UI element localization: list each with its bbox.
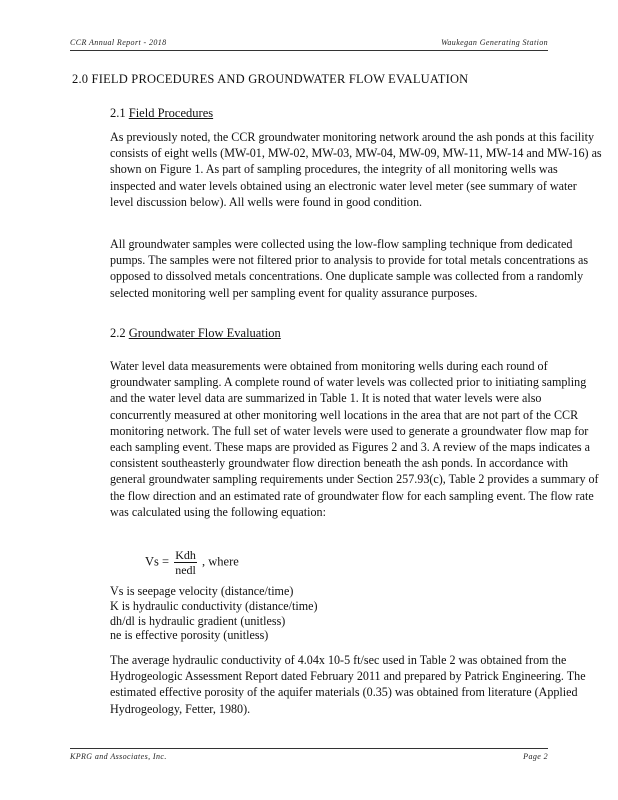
- field-procedures-paragraph-1: As previously noted, the CCR groundwater monitoring network around the ash ponds at this facility consists of eight wells (MW-01, MW-02, MW-03, MW-04, MW-09, MW-11, MW-14 and MW-16) as shown on Figure 1. As part of sampling procedures, the integrity of all monitoring wells was inspected and water levels obtained using an electronic water level meter (see summary of water level discussion below). All wells were found in good condition.: [110, 130, 602, 209]
- field-procedures-paragraph-2: All groundwater samples were collected using the low-flow sampling technique from dedicated pumps. The samples were not filtered prior to analysis to provide for total metals concentrations as opposed to dissolved metals concentrations. One duplicate sample was collected from a randomly selected monitoring well per sampling event for quality assurance purposes.: [110, 237, 589, 300]
- subsection-number: 2.1: [110, 106, 126, 120]
- groundwater-flow-paragraph-1: Water level data measurements were obtained from monitoring wells during each round of groundwater sampling. A complete round of water levels was collected prior to initiating sampling and the water level data are summarized in Table 1. It is noted that water levels were also concurrently measured at other monitoring well locations in the area that are not part of the CCR monitoring network. The full set of water levels were used to generate a groundwater flow map for each sampling event. These maps are provided as Figures 2 and 3. A review of the maps indicates a consistent southeasterly groundwater flow direction beneath the ash ponds. In accordance with general groundwater sampling requirements under Section 257.93(c), Table 2 provides a summary of the flow direction and an estimated rate of groundwater flow for each sampling event. The flow rate was calculated using the following equation:: [110, 359, 599, 519]
- variable-definition: ne is effective porosity (unitless): [110, 628, 269, 643]
- page-header: [70, 38, 548, 50]
- section-heading: 2.0 FIELD PROCEDURES AND GROUNDWATER FLOW EVALUATION: [72, 72, 469, 86]
- equation-denominator: nedl: [175, 563, 196, 577]
- subsection-title: Field Procedures: [128, 106, 214, 120]
- equation-lhs: Vs =: [145, 554, 170, 569]
- equation-variable-list: [110, 584, 318, 643]
- footer-company-name: KPRG and Associates, Inc.: [70, 752, 167, 761]
- header-report-title: CCR Annual Report - 2018: [70, 38, 167, 47]
- subsection-title: Groundwater Flow Evaluation: [128, 326, 281, 340]
- variable-definition: K is hydraulic conductivity (distance/time): [110, 598, 318, 613]
- footer-rule: [70, 748, 548, 749]
- variable-definition: dh/dl is hydraulic gradient (unitless): [110, 613, 286, 628]
- footer-page-number: Page 2: [523, 752, 548, 761]
- variable-definition: Vs is seepage velocity (distance/time): [110, 584, 294, 598]
- header-station-name: Waukegan Generating Station: [441, 38, 548, 47]
- header-rule: [70, 50, 548, 51]
- groundwater-flow-paragraph-2: The average hydraulic conductivity of 4.04x 10-5 ft/sec used in Table 2 was obtained from the Hydrogeologic Assessment Report dated February 2011 and prepared by Patrick Engineering. The estimated effective porosity of the aquifer materials (0.35) was obtained from literature (Applied Hydrogeology, Fetter, 1980).: [110, 653, 586, 716]
- subsection-heading-field-procedures: [110, 106, 213, 121]
- seepage-velocity-equation: [145, 548, 239, 577]
- subsection-number: 2.2: [110, 326, 126, 340]
- equation-numerator: Kdh: [175, 548, 196, 562]
- equation-fraction: [174, 548, 197, 577]
- equation-suffix: , where: [202, 554, 239, 569]
- subsection-heading-groundwater-flow: [110, 326, 281, 341]
- page-footer: [70, 752, 548, 764]
